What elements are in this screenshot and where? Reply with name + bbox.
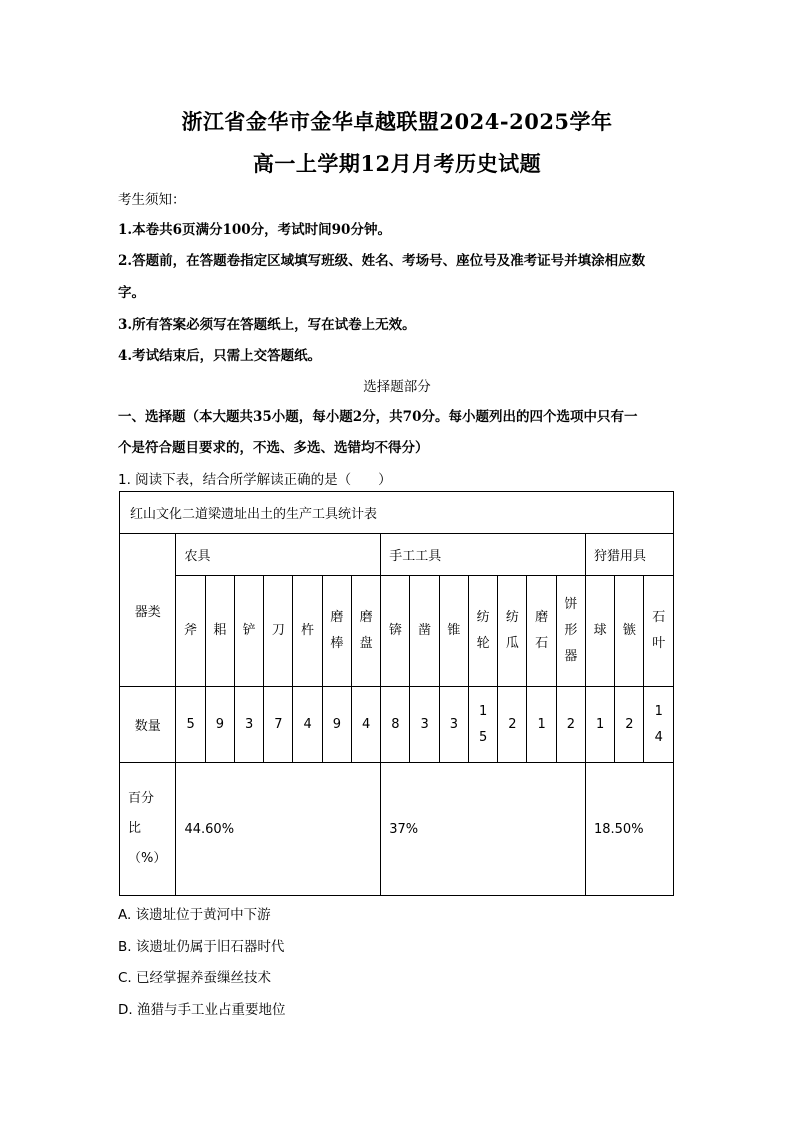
group-header: 农具: [176, 534, 381, 576]
tool-name-cell: [439, 576, 468, 687]
tool-name: 耜: [213, 623, 227, 638]
count-cell: [585, 687, 614, 763]
tool-name-cell: [351, 576, 380, 687]
tool-name-cell: [498, 576, 527, 687]
count-cell: [293, 687, 322, 763]
tool-name: 斧: [184, 623, 198, 638]
tool-name: 石叶: [652, 610, 666, 651]
group-header: 狩猎用具: [585, 534, 673, 576]
tool-name: 磨盘: [359, 610, 373, 651]
count-cell: [264, 687, 293, 763]
count-cell: [527, 687, 556, 763]
tool-name: 饼形器: [564, 597, 578, 664]
tool-name-cell: [410, 576, 439, 687]
tool-name-cell: [293, 576, 322, 687]
tool-count: 1: [537, 716, 546, 732]
tool-name-cell: [527, 576, 556, 687]
tool-count: 7: [274, 716, 283, 732]
tool-name-cell: [176, 576, 205, 687]
answer-option-d: D. 渔猎与手工业占重要地位: [118, 1002, 286, 1018]
count-cell: [381, 687, 410, 763]
row-label-percent: 百分比（%）: [128, 791, 167, 866]
tool-name: 锛: [388, 623, 402, 638]
tool-name: 刀: [271, 623, 285, 638]
notice-item: 字。: [118, 285, 145, 301]
tool-name-cell: [585, 576, 614, 687]
tool-name: 锥: [447, 623, 461, 638]
tool-name: 纺轮: [476, 610, 490, 651]
tool-name-cell: [615, 576, 644, 687]
tool-name: 铲: [242, 623, 256, 638]
row-label-percent-cell: [120, 763, 176, 896]
exam-title-line1: 浙江省金华市金华卓越联盟2024-2025学年: [181, 109, 613, 134]
table-caption: 红山文化二道梁遗址出土的生产工具统计表: [120, 492, 674, 534]
tool-name-cell: [644, 576, 674, 687]
group-header: 手工工具: [381, 534, 586, 576]
count-cell: [498, 687, 527, 763]
tool-count: 4: [361, 716, 371, 732]
count-cell: [468, 687, 497, 763]
percent-cell: 37%: [381, 763, 586, 896]
percent-cell: 44.60%: [176, 763, 381, 896]
notice-item: 2.答题前，在答题卷指定区域填写班级、姓名、考场号、座位号及准考证号并填涂相应数: [118, 253, 646, 269]
notice-item: 1.本卷共6页满分100分，考试时间90分钟。: [118, 222, 391, 238]
tool-name-cell: [234, 576, 263, 687]
answer-option-c: C. 已经掌握养蚕缫丝技术: [118, 970, 272, 986]
answer-option-a: A. 该遗址位于黄河中下游: [118, 907, 271, 923]
percent-cell: 18.50%: [585, 763, 673, 896]
answer-option-b: B. 该遗址仍属于旧石器时代: [118, 939, 285, 955]
tool-count: 4: [303, 716, 312, 732]
notice-item: 3.所有答案必须写在答题纸上，写在试卷上无效。: [118, 317, 416, 333]
tool-count: 3: [244, 716, 254, 732]
count-cell: [322, 687, 351, 763]
section-part-title: 选择题部分: [363, 379, 431, 395]
tool-count: 15: [478, 703, 488, 745]
exam-title-line2: 高一上学期12月月考历史试题: [252, 151, 542, 176]
count-cell: [234, 687, 263, 763]
tool-name: 球: [593, 623, 607, 638]
count-cell: [205, 687, 234, 763]
tool-count: 3: [420, 716, 429, 732]
count-cell: [176, 687, 205, 763]
tool-count: 9: [215, 716, 224, 732]
tool-count: 8: [391, 716, 400, 732]
tool-count: 3: [449, 716, 458, 732]
count-cell: [439, 687, 468, 763]
notice-item: 4.考试结束后，只需上交答题纸。: [118, 348, 322, 364]
tool-statistics-table: [119, 491, 674, 896]
count-cell: [644, 687, 674, 763]
notice-heading: 考生须知：: [118, 192, 186, 208]
count-cell: [615, 687, 644, 763]
tool-name: 纺瓜: [505, 610, 519, 651]
tool-name: 杵: [301, 623, 315, 638]
tool-name-cell: [322, 576, 351, 687]
question-stem: 1. 阅读下表，结合所学解读正确的是（ ）: [118, 472, 392, 488]
section-instruction: 一、选择题（本大题共35小题，每小题2分，共70分。每小题列出的四个选项中只有一: [118, 409, 638, 425]
tool-count: 14: [654, 703, 663, 745]
tool-name: 镞: [622, 623, 636, 638]
tool-count: 9: [332, 716, 341, 732]
count-cell: [351, 687, 380, 763]
tool-name: 凿: [418, 623, 432, 638]
count-cell: [556, 687, 585, 763]
count-cell: [410, 687, 439, 763]
tool-count: 1: [595, 716, 605, 732]
tool-name-cell: [264, 576, 293, 687]
tool-name-cell: [556, 576, 585, 687]
tool-name-cell: [205, 576, 234, 687]
tool-name-cell: [381, 576, 410, 687]
tool-name-cell: [468, 576, 497, 687]
section-instruction: 个是符合题目要求的，不选、多选、选错均不得分）: [118, 440, 429, 456]
tool-count: 2: [625, 716, 634, 732]
tool-count: 2: [566, 716, 575, 732]
tool-name: 磨石: [535, 610, 549, 651]
tool-name: 磨棒: [330, 610, 344, 651]
row-label-count: 数量: [120, 687, 176, 763]
tool-count: 2: [508, 716, 517, 732]
row-label-category: 器类: [120, 534, 176, 687]
tool-count: 5: [186, 716, 195, 732]
